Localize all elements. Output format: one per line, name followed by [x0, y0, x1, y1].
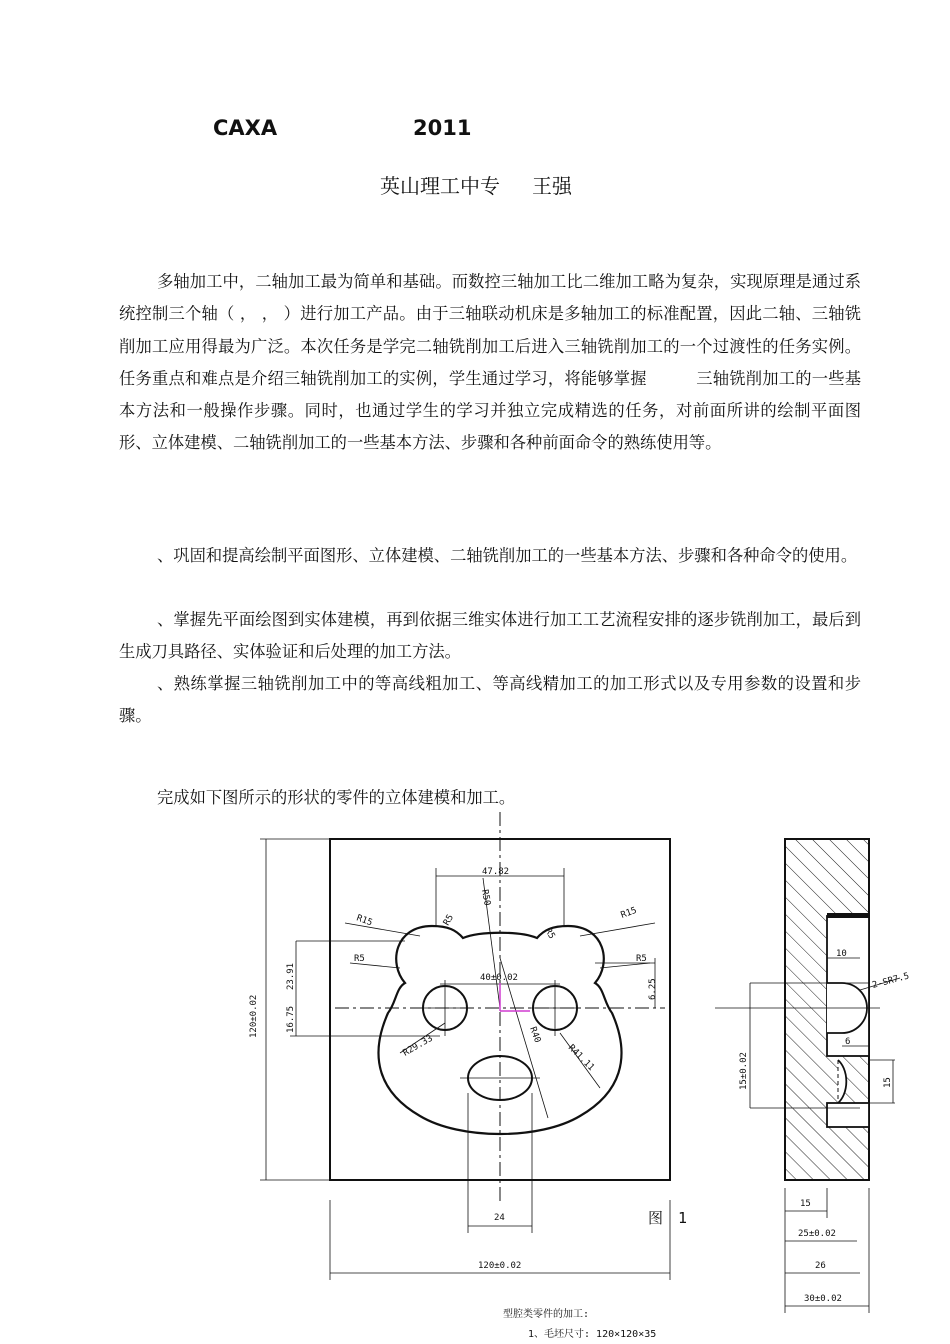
dim-23-91: 23.91: [286, 962, 296, 990]
task-statement: 完成如下图所示的形状的零件的立体建模和加工。: [157, 788, 516, 807]
dim-side-15: 15: [883, 1077, 893, 1088]
dim-height-total: 120±0.02: [249, 994, 259, 1038]
dim-r15-left: R15: [354, 913, 374, 929]
dim-side-6: 6: [845, 1037, 851, 1047]
objective-3: 、熟练掌握三轴铣削加工中的等高线粗加工、等高线精加工的加工形式以及专用参数的设置和步骤。: [119, 674, 861, 726]
dim-r29-33: R29.33: [401, 1033, 435, 1059]
dim-r5-left: R5: [354, 954, 365, 964]
dim-16-75: 16.75: [286, 1005, 296, 1033]
objective-2: 、掌握先平面绘图到实体建模，再到依据三维实体进行加工工艺流程安排的逐步铣削加工，最后到生成刀具路径、实体验证和后处理的加工方法。: [119, 610, 861, 662]
title-row: [0, 116, 950, 146]
author-name: 王强: [532, 174, 572, 198]
dim-center-distance: 40±0.02: [480, 973, 518, 983]
dim-side-25: 25±0.02: [798, 1229, 836, 1239]
dim-6-25: 6.25: [648, 978, 658, 1000]
dim-width-total: 120±0.02: [478, 1261, 522, 1271]
dim-side-sr7-5: 2-SR7.5: [871, 971, 911, 991]
dim-side-26: 26: [815, 1261, 826, 1271]
figure-caption: 图 1: [648, 1209, 688, 1227]
dim-r50: R50: [479, 888, 492, 907]
dim-r41-11: R41.11: [565, 1043, 596, 1074]
dim-side-15-tol: 15±0.02: [739, 1052, 749, 1090]
note-title: 型腔类零件的加工:: [503, 1309, 590, 1320]
dim-side-30: 30±0.02: [804, 1294, 842, 1304]
dim-width-top: 47.82: [482, 867, 510, 877]
note-line-1: 1、毛坯尺寸: 120×120×35: [528, 1329, 657, 1340]
part-drawing: [0, 808, 950, 1344]
dim-r40: R40: [527, 1025, 543, 1045]
software-name: CAXA: [213, 116, 278, 140]
objective-1: 、巩固和提高绘制平面图形、立体建模、二轴铣削加工的一些基本方法、步骤和各种命令的使用。: [157, 546, 858, 565]
dim-r15-right: R15: [619, 905, 639, 921]
dim-r5-right: R5: [636, 954, 647, 964]
dim-bottom-24: 24: [494, 1213, 505, 1223]
intro-paragraph: 多轴加工中，二轴加工最为简单和基础。而数控三轴加工比二维加工略为复杂，实现原理是通过系统控制三个轴（ ， ， ）进行加工产品。由于三轴联动机床是多轴加工的标准配置，因此二轴、三轴铣削加工应用得最为广泛。本次任务是学完二轴铣削加工后进入三轴铣削加工的一个过渡性的任务实例。任务重点和难点是介绍三轴铣削加工的实例，学生通过学习，将能够掌握 三轴铣削加工的一些基本方法和一般操作步骤。同时，也通过学生的学习并独立完成精选的任务，对前面所讲的绘制平面图形、立体建模、二轴铣削加工的一些基本方法、步骤和各种前面命令的熟练使用等。: [119, 272, 861, 453]
dim-side-10: 10: [836, 949, 847, 959]
dim-r5-ear-right: R5: [542, 926, 557, 941]
software-version: 2011: [413, 116, 472, 140]
dim-r5-ear-left: R5: [441, 913, 457, 928]
subtitle: [380, 170, 572, 199]
school-name: 英山理工中专: [380, 174, 500, 198]
dim-side-15b: 15: [800, 1199, 811, 1209]
